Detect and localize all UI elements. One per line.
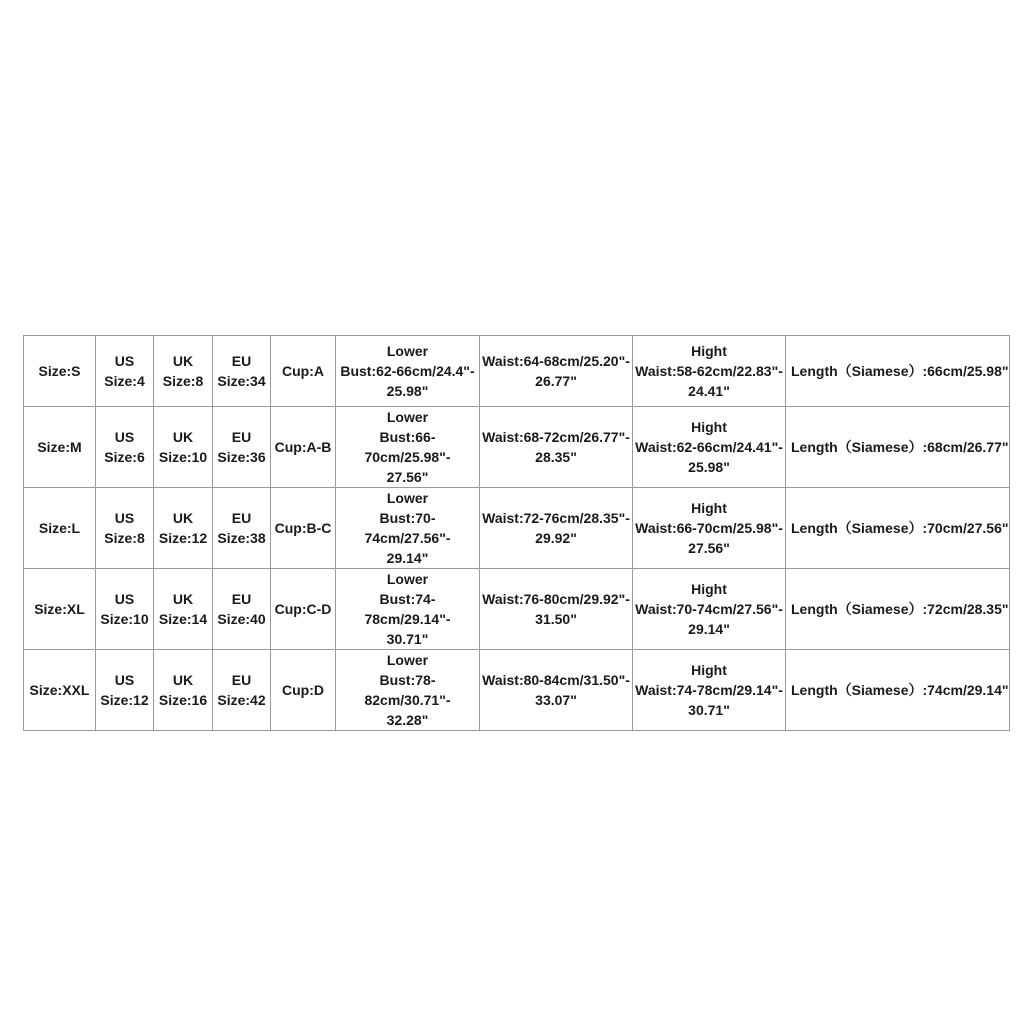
hight-waist-cell: Hight Waist:70-74cm/27.56"- 29.14" bbox=[633, 569, 786, 650]
uk-size-cell: UK Size:12 bbox=[154, 488, 213, 569]
us-size-cell: US Size:10 bbox=[96, 569, 154, 650]
lower-bust-cell: Lower Bust:62-66cm/24.4"- 25.98" bbox=[336, 336, 480, 407]
lower-bust-cell: Lower Bust:70-74cm/27.56"- 29.14" bbox=[336, 488, 480, 569]
cup-cell: Cup:A bbox=[271, 336, 336, 407]
us-size-cell: US Size:4 bbox=[96, 336, 154, 407]
cup-cell: Cup:A-B bbox=[271, 407, 336, 488]
waist-cell: Waist:68-72cm/26.77"- 28.35" bbox=[480, 407, 633, 488]
table-row bbox=[24, 569, 1010, 650]
waist-cell: Waist:76-80cm/29.92"- 31.50" bbox=[480, 569, 633, 650]
cup-cell: Cup:B-C bbox=[271, 488, 336, 569]
table-row bbox=[24, 407, 1010, 488]
size-cell: Size:XXL bbox=[24, 650, 96, 731]
uk-size-cell: UK Size:16 bbox=[154, 650, 213, 731]
size-chart-table bbox=[23, 335, 1010, 731]
waist-cell: Waist:80-84cm/31.50"- 33.07" bbox=[480, 650, 633, 731]
hight-waist-cell: Hight Waist:66-70cm/25.98"- 27.56" bbox=[633, 488, 786, 569]
waist-cell: Waist:72-76cm/28.35"- 29.92" bbox=[480, 488, 633, 569]
length-cell: Length（Siamese）:70cm/27.56" bbox=[786, 488, 1010, 569]
us-size-cell: US Size:6 bbox=[96, 407, 154, 488]
eu-size-cell: EU Size:38 bbox=[213, 488, 271, 569]
length-cell: Length（Siamese）:72cm/28.35" bbox=[786, 569, 1010, 650]
us-size-cell: US Size:8 bbox=[96, 488, 154, 569]
uk-size-cell: UK Size:10 bbox=[154, 407, 213, 488]
table-row bbox=[24, 650, 1010, 731]
size-cell: Size:S bbox=[24, 336, 96, 407]
eu-size-cell: EU Size:40 bbox=[213, 569, 271, 650]
uk-size-cell: UK Size:8 bbox=[154, 336, 213, 407]
table-row bbox=[24, 488, 1010, 569]
waist-cell: Waist:64-68cm/25.20"- 26.77" bbox=[480, 336, 633, 407]
lower-bust-cell: Lower Bust:74-78cm/29.14"- 30.71" bbox=[336, 569, 480, 650]
eu-size-cell: EU Size:42 bbox=[213, 650, 271, 731]
size-cell: Size:XL bbox=[24, 569, 96, 650]
lower-bust-cell: Lower Bust:78-82cm/30.71"- 32.28" bbox=[336, 650, 480, 731]
length-cell: Length（Siamese）:74cm/29.14" bbox=[786, 650, 1010, 731]
length-cell: Length（Siamese）:68cm/26.77" bbox=[786, 407, 1010, 488]
hight-waist-cell: Hight Waist:74-78cm/29.14"- 30.71" bbox=[633, 650, 786, 731]
cup-cell: Cup:C-D bbox=[271, 569, 336, 650]
uk-size-cell: UK Size:14 bbox=[154, 569, 213, 650]
us-size-cell: US Size:12 bbox=[96, 650, 154, 731]
length-cell: Length（Siamese）:66cm/25.98" bbox=[786, 336, 1010, 407]
table-row bbox=[24, 336, 1010, 407]
hight-waist-cell: Hight Waist:58-62cm/22.83"- 24.41" bbox=[633, 336, 786, 407]
cup-cell: Cup:D bbox=[271, 650, 336, 731]
eu-size-cell: EU Size:36 bbox=[213, 407, 271, 488]
hight-waist-cell: Hight Waist:62-66cm/24.41"- 25.98" bbox=[633, 407, 786, 488]
eu-size-cell: EU Size:34 bbox=[213, 336, 271, 407]
lower-bust-cell: Lower Bust:66-70cm/25.98"- 27.56" bbox=[336, 407, 480, 488]
size-cell: Size:M bbox=[24, 407, 96, 488]
size-cell: Size:L bbox=[24, 488, 96, 569]
